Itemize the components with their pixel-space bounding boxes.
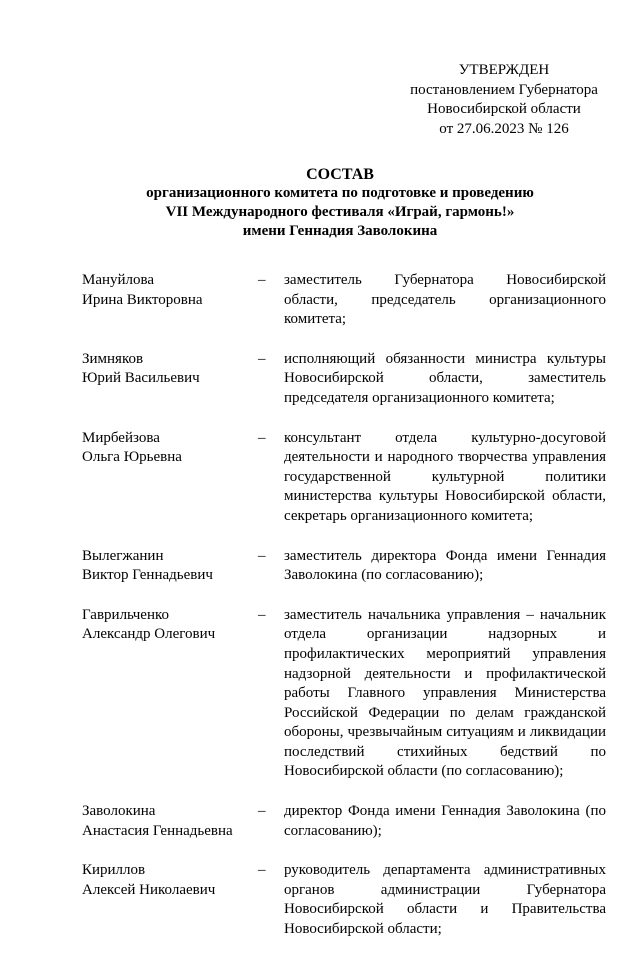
- member-given-name: Виктор Геннадьевич: [82, 567, 213, 584]
- member-entry: [82, 271, 606, 330]
- member-name: [82, 802, 258, 841]
- member-entry: [82, 350, 606, 409]
- member-given-name: Анастасия Геннадьевна: [82, 822, 233, 839]
- member-dash: –: [258, 547, 266, 564]
- member-dash: –: [258, 606, 266, 623]
- member-surname: Заволокина: [82, 803, 156, 820]
- member-name: [82, 429, 258, 527]
- approval-stamp: [378, 61, 630, 139]
- member-dash: –: [258, 272, 266, 288]
- member-entry: [82, 429, 606, 527]
- member-dash: –: [258, 862, 266, 879]
- member-surname: Кириллов: [82, 862, 146, 879]
- approval-decree: постановлением Губернатора: [410, 81, 598, 98]
- title-line-2: VII Международного фестиваля «Играй, гармонь!»: [165, 204, 515, 220]
- member-role: консультант отдела культурно-досуговой деятельности и народного творчества управления государственной культурной политики министерства культуры Новосибирской области, секретарь организационного комитета;: [284, 429, 606, 524]
- document-title: [60, 165, 620, 241]
- approval-date-number: от 27.06.2023 № 126: [439, 120, 569, 137]
- member-surname: Вылегжанин: [82, 547, 164, 564]
- member-name: [82, 606, 258, 782]
- member-dash: –: [258, 350, 266, 367]
- title-line-3: имени Геннадия Заволокина: [242, 223, 438, 239]
- title-line-1: организационного комитета по подготовке и проведению: [146, 185, 534, 201]
- member-entry: [82, 547, 606, 586]
- member-entry: [82, 802, 606, 841]
- member-dash: –: [258, 803, 266, 820]
- member-surname: Мирбейзова: [82, 429, 160, 446]
- member-surname: Мануйлова: [82, 272, 155, 288]
- member-surname: Зимняков: [82, 350, 144, 367]
- member-entry: [82, 861, 606, 939]
- member-role: заместитель директора Фонда имени Геннадия Заволокина (по согласованию);: [284, 547, 606, 584]
- member-role: исполняющий обязанности министра культуры Новосибирской области, заместитель председателя организационного комитета;: [284, 350, 606, 406]
- member-role: заместитель Губернатора Новосибирской области, председатель организационного комитета;: [284, 272, 606, 328]
- member-given-name: Ирина Викторовна: [82, 291, 203, 308]
- member-name: [82, 271, 258, 330]
- member-entry: [82, 606, 606, 782]
- title-heading: СОСТАВ: [306, 166, 374, 183]
- approval-region: Новосибирской области: [427, 101, 581, 117]
- member-list: [82, 271, 606, 960]
- member-name: [82, 350, 258, 409]
- member-dash: –: [258, 429, 266, 446]
- member-name: [82, 861, 258, 939]
- member-given-name: Юрий Васильевич: [82, 370, 200, 387]
- member-role: заместитель начальника управления – начальник отдела организации надзорных и профилактических мероприятий управления надзорной деятельности и профилактической работы Главного управления Министерства Российской Федерации по делам гражданской обороны, чрезвычайным ситуациям и ликвидации последствий стихийных бедствий по Новосибирской области (по согласованию);: [284, 606, 606, 780]
- member-role: руководитель департамента административных органов администрации Губернатора Новосибирской области и Правительства Новосибирской области;: [284, 862, 606, 938]
- member-role: директор Фонда имени Геннадия Заволокина (по согласованию);: [284, 803, 606, 839]
- member-given-name: Ольга Юрьевна: [82, 449, 182, 466]
- approval-status: УТВЕРЖДЕН: [458, 62, 550, 78]
- member-given-name: Алексей Николаевич: [82, 881, 216, 898]
- member-name: [82, 547, 258, 586]
- member-surname: Гаврильченко: [82, 606, 170, 623]
- member-given-name: Александр Олегович: [82, 626, 216, 643]
